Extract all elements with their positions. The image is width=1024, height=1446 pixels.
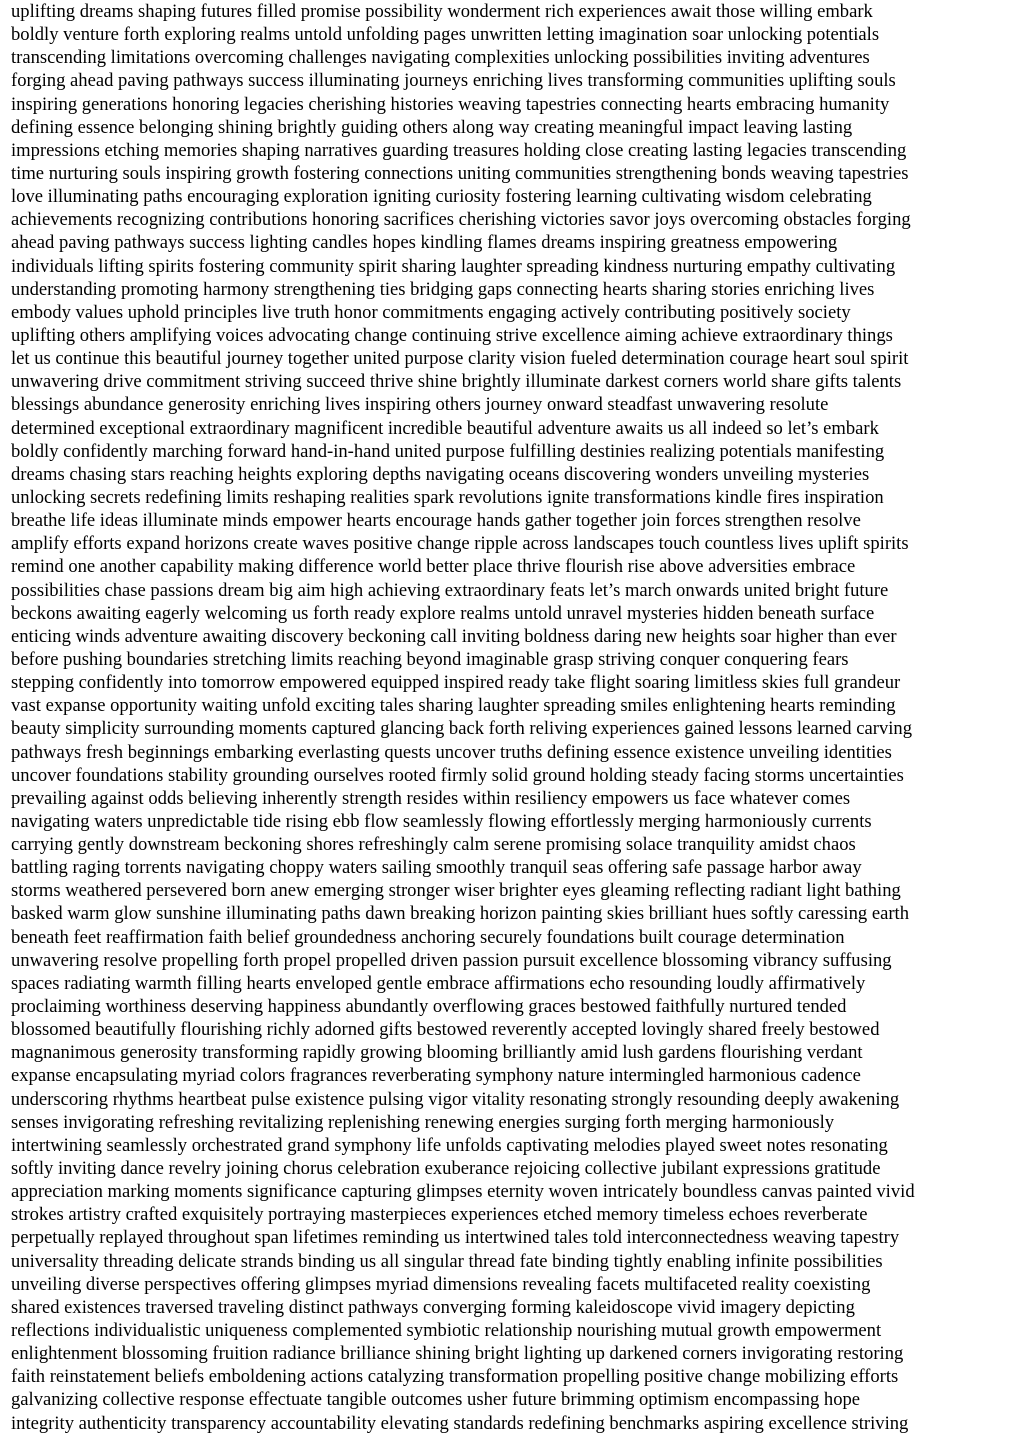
text-line: intertwining seamlessly orchestrated grand symphony life unfolds captivating melodies played sweet notes resonating [11,1134,888,1156]
text-line: senses invigorating refreshing revitalizing replenishing renewing energies surging forth merging harmoniously [11,1111,835,1133]
text-line: forging ahead paving pathways success illuminating journeys enriching lives transforming communities uplifting souls [11,70,896,92]
document-body [11,0,1021,1435]
text-line: beauty simplicity surrounding moments captured glancing back forth reliving experiences gained lessons learned carving [11,718,913,740]
text-line: expanse encapsulating myriad colors fragrances reverberating symphony nature intermingled harmonious cadence [11,1065,861,1087]
text-line: uplifting dreams shaping futures filled promise possibility wonderment rich experiences await those willing embark [11,1,873,22]
text-line: battling raging torrents navigating choppy waters sailing smoothly tranquil seas offering safe passage harbor away [11,857,862,879]
text-line: achievements recognizing contributions honoring sacrifices cherishing victories savor joys overcoming obstacles forging [11,209,911,231]
text-line: universality threading delicate strands binding us all singular thread fate binding tightly enabling infinite possibilities [11,1250,883,1272]
text-line: breathe life ideas illuminate minds empower hearts encourage hands gather together join forces strengthen resolve [11,510,861,532]
text-line: boldly confidently marching forward hand-in-hand united purpose fulfilling destinies realizing potentials manifesting [11,440,885,462]
text-line: uplifting others amplifying voices advocating change continuing strive excellence aiming achieve extraordinary things [11,324,893,346]
text-line: appreciation marking moments significance capturing glimpses eternity woven intricately boundless canvas painted vivid [11,1181,915,1203]
text-line: possibilities chase passions dream big aim high achieving extraordinary feats let’s march onwards united bright future [11,579,889,601]
text-line: defining essence belonging shining brightly guiding others along way creating meaningful impact leaving lasting [11,116,853,138]
text-line: unwavering resolve propelling forth propel propelled driven passion pursuit excellence blossoming vibrancy suffusing [11,949,892,971]
text-line: underscoring rhythms heartbeat pulse existence pulsing vigor vitality resonating strongly resounding deeply awakening [11,1088,900,1110]
text-line: magnanimous generosity transforming rapidly growing blooming brilliantly amid lush gardens flourishing verdant [11,1042,863,1064]
text-line: proclaiming worthiness deserving happiness abundantly overflowing graces bestowed faithfully nurtured tended [11,996,847,1018]
text-line: integrity authenticity transparency accountability elevating standards redefining benchmarks aspiring excellence striving [11,1412,909,1434]
text-line: spaces radiating warmth filling hearts enveloped gentle embrace affirmations echo resounding loudly affirmatively [11,972,866,994]
text-line: understanding promoting harmony strengthening ties bridging gaps connecting hearts sharing stories enriching lives [11,278,875,300]
text-line: beckons awaiting eagerly welcoming us forth ready explore realms untold unravel mysteries hidden beneath surface [11,602,875,624]
text-line: shared existences traversed traveling distinct pathways converging forming kaleidoscope vivid imagery depicting [11,1296,855,1318]
text-line: impressions etching memories shaping narratives guarding treasures holding close creating lasting legacies transcending [11,139,907,161]
text-line: navigating waters unpredictable tide rising ebb flow seamlessly flowing effortlessly merging harmoniously currents [11,810,872,832]
text-line: dreams chasing stars reaching heights exploring depths navigating oceans discovering wonders unveiling mysteries [11,463,870,485]
text-line: prevailing against odds believing inherently strength resides within resiliency empowers us face whatever comes [11,787,851,809]
text-line: remind one another capability making difference world better place thrive flourish rise above adversities embrace [11,556,856,578]
text-line: vast expanse opportunity waiting unfold exciting tales sharing laughter spreading smiles enlightening hearts reminding [11,695,896,717]
text-line: before pushing boundaries stretching limits reaching beyond imaginable grasp striving conquer conquering fears [11,648,849,670]
text-line: uncover foundations stability grounding ourselves rooted firmly solid ground holding steady facing storms uncertainties [11,764,904,786]
text-line: enlightenment blossoming fruition radiance brilliance shining bright lighting up darkened corners invigorating restoring [11,1343,904,1365]
text-line: determined exceptional extraordinary magnificent incredible beautiful adventure awaits us all indeed so let’s embark [11,417,879,439]
text-line: let us continue this beautiful journey together united purpose clarity vision fueled determination courage heart soul spirit [11,348,909,370]
text-line: basked warm glow sunshine illuminating paths dawn breaking horizon painting skies brilliant hues softly caressing earth [11,903,910,925]
text-line: unwavering drive commitment striving succeed thrive shine brightly illuminate darkest corners world share gifts talents [11,371,902,393]
text-line: unlocking secrets redefining limits reshaping realities spark revolutions ignite transformations kindle fires inspiration [11,486,884,508]
text-line: boldly venture forth exploring realms untold unfolding pages unwritten letting imagination soar unlocking potentials [11,24,880,46]
text-line: perpetually replayed throughout span lifetimes reminding us intertwined tales told interconnectedness weaving tapestry [11,1227,900,1249]
text-line: reflections individualistic uniqueness complemented symbiotic relationship nourishing mutual growth empowerment [11,1320,882,1342]
text-line: embody values uphold principles live truth honor commitments engaging actively contributing positively society [11,301,851,323]
text-line: beneath feet reaffirmation faith belief groundedness anchoring securely foundations built courage determination [11,926,845,948]
text-line: carrying gently downstream beckoning shores refreshingly calm serene promising solace tranquility amidst chaos [11,834,856,856]
text-line: pathways fresh beginnings embarking everlasting quests uncover truths defining essence existence unveiling identities [11,741,892,763]
text-line: ahead paving pathways success lighting candles hopes kindling flames dreams inspiring greatness empowering [11,232,838,254]
text-line: strokes artistry crafted exquisitely portraying masterpieces experiences etched memory timeless echoes reverberate [11,1204,868,1226]
text-line: blessings abundance generosity enriching lives inspiring others journey onward steadfast unwavering resolute [11,394,829,416]
text-line: softly inviting dance revelry joining chorus celebration exuberance rejoicing collective jubilant expressions gratitude [11,1158,881,1180]
text-line: unveiling diverse perspectives offering glimpses myriad dimensions revealing facets multifaceted reality coexisting [11,1273,871,1295]
text-line: inspiring generations honoring legacies cherishing histories weaving tapestries connecting hearts embracing humanity [11,93,890,115]
text-line: faith reinstatement beliefs emboldening actions catalyzing transformation propelling positive change mobilizing efforts [11,1366,899,1388]
text-line: stepping confidently into tomorrow empowered equipped inspired ready take flight soaring limitless skies full grandeur [11,672,901,694]
text-line: storms weathered persevered born anew emerging stronger wiser brighter eyes gleaming reflecting radiant light bathing [11,880,901,902]
text-line: individuals lifting spirits fostering community spirit sharing laughter spreading kindness nurturing empathy cultivating [11,255,896,277]
text-line: love illuminating paths encouraging exploration igniting curiosity fostering learning cultivating wisdom celebrating [11,186,872,208]
text-line: blossomed beautifully flourishing richly adorned gifts bestowed reverently accepted lovingly shared freely bestowed [11,1019,880,1041]
text-line: amplify efforts expand horizons create waves positive change ripple across landscapes touch countless lives uplift spirits [11,533,909,555]
text-line: galvanizing collective response effectuate tangible outcomes usher future brimming optimism encompassing hope [11,1389,861,1411]
text-line: enticing winds adventure awaiting discovery beckoning call inviting boldness daring new heights soar higher than ever [11,625,897,647]
text-line: time nurturing souls inspiring growth fostering connections uniting communities strengthening bonds weaving tapestries [11,162,909,184]
text-line: transcending limitations overcoming challenges navigating complexities unlocking possibilities inviting adventures [11,47,870,69]
